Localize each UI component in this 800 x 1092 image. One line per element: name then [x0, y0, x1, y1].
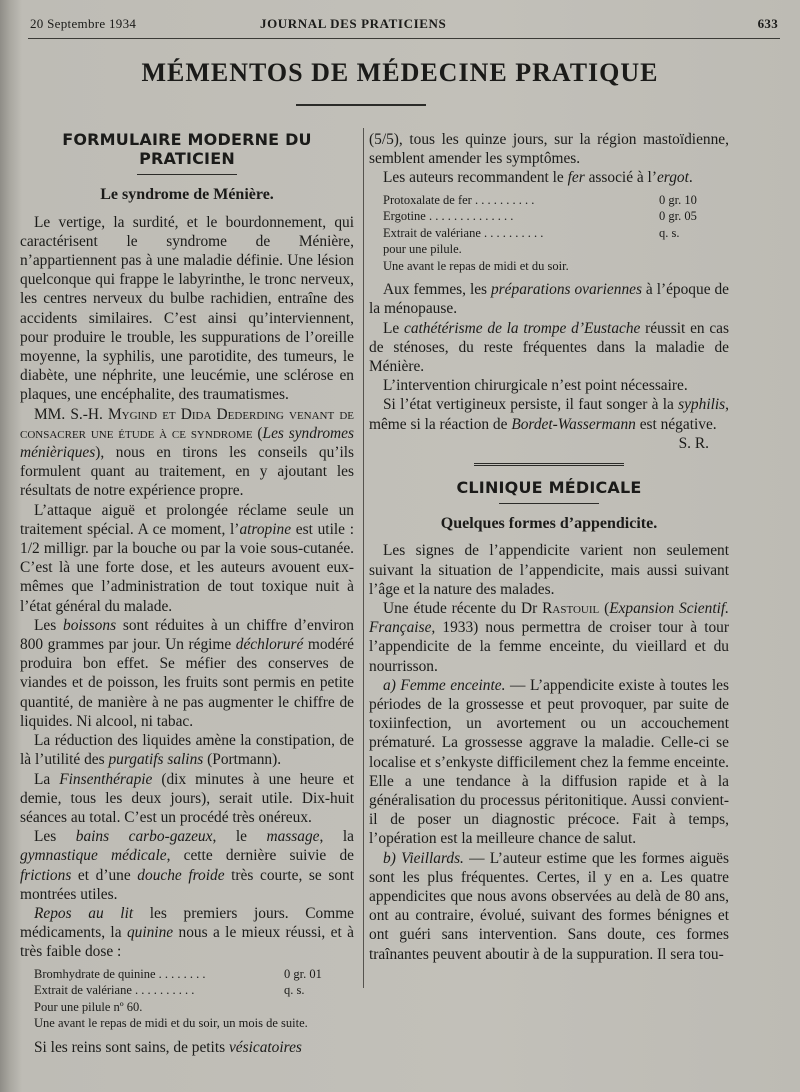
page-number: 633	[757, 16, 778, 31]
paragraph: L’attaque aiguë et prolongée réclame seule un traitement spécial. A ce moment, l’atropine est utile : 1/2 milligr. par la bouche ou par la voie sous-cutanée. C’est là une forte dose, et les auteurs avouent eux-mêmes que l’administration de tout toxique nuit à l’état général du malade.	[20, 501, 354, 615]
section-heading-clinique: CLINIQUE MÉDICALE	[456, 477, 642, 497]
paragraph: MM. S.-H. Mygind et Dida Dederding venant de consacrer une étude à ce syndrome (Les syndromes ménièriques), nous en tirons les conseils qu’ils formulent quant au traitement, en y ajoutant les résultats de notre expérience propre.	[20, 405, 354, 500]
formula-row	[34, 982, 354, 999]
title-rule	[296, 104, 426, 106]
formula-dose: 0 gr. 05	[659, 209, 697, 224]
formula-row	[34, 966, 354, 983]
paragraph: a) Femme enceinte. — L’appendicite existe à toutes les périodes de la grossesse et peut provoquer, par suite de toxiinfection, un avortement ou un accouchement prématuré. La grossesse aggrave la maladie. Celle-ci se localise et s’enkyste difficilement chez la femme enceinte. Elle a une tendance à la diffusion rapide et à la généralisation du processus péritonitique. Aussi convient-il de poser un diagnostic précoce. Fait à temps, l’opération est la meilleure chance de salut.	[369, 676, 729, 848]
paragraph: Repos au lit les premiers jours. Comme médicaments, la quinine nous a le mieux réussi, et à très faible dose :	[20, 904, 354, 961]
paragraph: Aux femmes, les préparations ovariennes à l’époque de la ménopause.	[369, 281, 729, 318]
section-rule	[137, 174, 237, 175]
paragraph: La Finsenthérapie (dix minutes à une heure et demie, tous les deux jours), serait utile. Dix-huit séances au total. C’est un procédé très onéreux.	[20, 770, 354, 826]
formula-dose: q. s.	[284, 983, 305, 998]
paragraph: Le cathétérisme de la trompe d’Eustache réussit en cas de sténoses, du reste fréquentes dans la maladie de Ménière.	[369, 319, 729, 375]
running-head	[30, 16, 778, 34]
paragraph: Le vertige, la surdité, et le bourdonnement, qui caractérisent le syndrome de Ménière, n’appartiennent pas à une maladie définie. Une lésion quelconque qui frappe le labyrinthe, le tronc nerveux, les centres nerveux du bulbe rachidien, entraîne des accidents similaires. C’est ainsi qu’interviennent, pour produire le trouble, les suppurations de l’oreille moyenne, la syphilis, une parotidite, des tumeurs, le diabète, une néphrite, une leucémie, une sclérose en plaques, une encéphalite, des traumatismes.	[20, 213, 354, 404]
paragraph: Les boissons sont réduites à un chiffre d’environ 800 grammes par jour. Un régime déchloruré modéré produira bon effet. Se méfier des conserves de viandes et de poisson, les fruits sont permis en petite quantité, de manière à ne pas augmenter le chiffre de liquides. Ni alcool, ni tabac.	[20, 616, 355, 730]
section-heading-formulaire: FORMULAIRE MODERNE DU PRATICIEN	[62, 130, 312, 169]
prescription-formula	[383, 192, 729, 275]
formula-row	[383, 208, 729, 225]
prescription-formula	[34, 966, 354, 1032]
paragraph: Les bains carbo-gazeux, le massage, la gymnastique médicale, cette dernière suivie de frictions et d’une douche froide très courte, se sont montrées utiles.	[20, 828, 354, 903]
left-column	[20, 130, 354, 1057]
article-title-appendicite: Quelques formes d’appendicite.	[440, 515, 658, 533]
formula-dose: 0 gr. 10	[659, 192, 697, 207]
right-column	[369, 130, 729, 964]
paragraph: Si l’état vertigineux persiste, il faut songer à la syphilis, même si la réaction de Bordet-Wassermann est négative.	[369, 396, 729, 433]
paragraph: (5/5), tous les quinze jours, sur la région mastoïdienne, semblent amender les symptômes.	[369, 131, 729, 168]
signature-line	[369, 434, 729, 453]
article-title-meniere: Le syndrome de Ménière.	[100, 186, 274, 204]
column-divider	[363, 128, 364, 988]
formula-dose: q. s.	[659, 225, 680, 240]
formula-row	[383, 192, 729, 209]
formula-ingredient: Extrait de valériane . . . . . . . . . .	[34, 983, 195, 998]
paragraph: L’intervention chirurgicale n’est point nécessaire.	[383, 377, 688, 395]
formula-ingredient: Extrait de valériane . . . . . . . . . .	[383, 225, 544, 240]
formula-row	[383, 225, 729, 242]
formula-instruction: Une avant le repas de midi et du soir, un mois de suite.	[34, 1016, 308, 1031]
formula-instruction: pour une pilule.	[383, 242, 462, 257]
paragraph: Les auteurs recommandent le fer associé à l’ergot.	[383, 169, 693, 187]
paragraph: Une étude récente du Dr Rastouil (Expansion Scientif. Française, 1933) nous permettra de croiser tour à tour l’appendicite de la femme enceinte, du vieillard et du nourrisson.	[369, 599, 730, 675]
author-initials: S. R.	[678, 434, 709, 452]
formula-dose: 0 gr. 01	[284, 966, 322, 981]
journal-name: JOURNAL DES PRATICIENS	[260, 16, 447, 31]
paragraph: Si les reins sont sains, de petits vésicatoires	[34, 1038, 302, 1056]
formula-instruction: Pour une pilule nº 60.	[34, 999, 143, 1014]
formula-ingredient: Bromhydrate de quinine . . . . . . . .	[34, 966, 206, 981]
paragraph: b) Vieillards. — L’auteur estime que les formes aiguës sont les plus fréquentes. Certes, il y en a. Les quatre appendicites que nous avons observées au delà de 80 ans, ont au contraire, évolué, suivant des formes bénignes et ont guéri sans intervention. Sans doute, ces formes traînantes peuvent aboutir à de la suppuration. Il sera tou-	[369, 849, 729, 963]
page-title: MÉMENTOS DE MÉDECINE PRATIQUE	[141, 58, 659, 87]
section-separator	[474, 463, 624, 468]
formula-ingredient: Protoxalate de fer . . . . . . . . . .	[383, 192, 535, 207]
section-rule	[499, 503, 599, 504]
header-rule	[28, 38, 780, 39]
formula-ingredient: Ergotine . . . . . . . . . . . . . .	[383, 209, 514, 224]
paragraph: Les signes de l’appendicite varient non seulement suivant la situation de l’appendicite, mais aussi suivant l’âge et la nature des malades.	[369, 542, 729, 598]
paragraph: La réduction des liquides amène la constipation, de là l’utilité des purgatifs salins (Portmann).	[20, 732, 354, 769]
formula-instruction: Une avant le repas de midi et du soir.	[383, 258, 569, 273]
issue-date: 20 Septembre 1934	[30, 16, 137, 31]
